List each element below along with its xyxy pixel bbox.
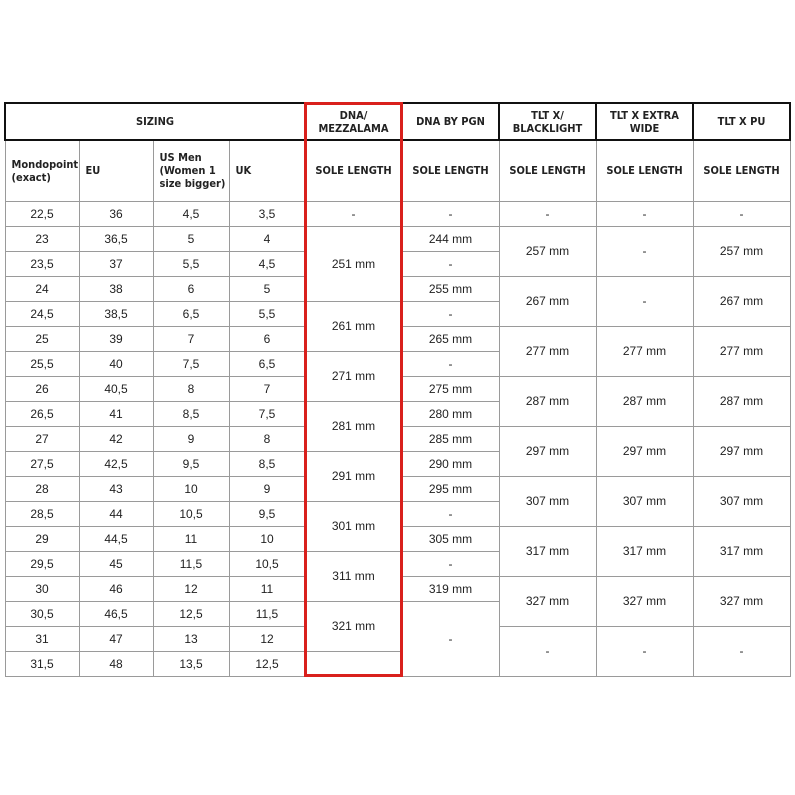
tlt-x-cell: 277 mm [499,326,596,376]
mondopoint-cell: 31 [5,626,79,651]
uk-cell: 5,5 [229,301,305,326]
us-cell: 7 [153,326,229,351]
dna-pgn-cell: - [402,601,499,676]
dna-mezzalama-cell: 271 mm [305,351,402,401]
subheader-sole-length: SOLE LENGTH [402,140,499,201]
mondopoint-cell: 25 [5,326,79,351]
mondopoint-cell: 26,5 [5,401,79,426]
us-cell: 13,5 [153,651,229,676]
tlt-extra-cell: 327 mm [596,576,693,626]
table-row [5,201,790,226]
uk-cell: 12,5 [229,651,305,676]
eu-cell: 47 [79,626,153,651]
eu-cell: 40 [79,351,153,376]
dna-pgn-cell: - [402,501,499,526]
tlt-pu-cell: 287 mm [693,376,790,426]
tlt-pu-cell: - [693,201,790,226]
us-cell: 13 [153,626,229,651]
size-chart-table [4,102,791,677]
eu-cell: 42 [79,426,153,451]
eu-cell: 37 [79,251,153,276]
eu-cell: 38 [79,276,153,301]
header-sizing: SIZING [5,103,305,140]
tlt-extra-cell: - [596,201,693,226]
uk-cell: 5 [229,276,305,301]
us-cell: 8,5 [153,401,229,426]
eu-cell: 36 [79,201,153,226]
dna-pgn-cell: 285 mm [402,426,499,451]
us-cell: 11 [153,526,229,551]
dna-mezzalama-cell: 261 mm [305,301,402,351]
dna-pgn-cell: 244 mm [402,226,499,251]
tlt-extra-cell: - [596,226,693,276]
us-cell: 9,5 [153,451,229,476]
eu-cell: 44 [79,501,153,526]
header-tlt-x-pu: TLT X PU [693,103,790,140]
us-cell: 6 [153,276,229,301]
dna-pgn-cell: 290 mm [402,451,499,476]
dna-mezzalama-cell: 301 mm [305,501,402,551]
mondopoint-cell: 24,5 [5,301,79,326]
us-cell: 6,5 [153,301,229,326]
dna-pgn-cell: 280 mm [402,401,499,426]
dna-pgn-cell: - [402,301,499,326]
us-cell: 11,5 [153,551,229,576]
eu-cell: 36,5 [79,226,153,251]
table-row [5,226,790,251]
uk-cell: 7,5 [229,401,305,426]
eu-cell: 44,5 [79,526,153,551]
tlt-extra-cell: 277 mm [596,326,693,376]
tlt-x-cell: 267 mm [499,276,596,326]
us-cell: 10 [153,476,229,501]
subheader-uk: UK [229,140,305,201]
mondopoint-cell: 26 [5,376,79,401]
header-tlt-x-extra-wide: TLT X EXTRA WIDE [596,103,693,140]
mondopoint-cell: 23,5 [5,251,79,276]
uk-cell: 12 [229,626,305,651]
tlt-extra-cell: 297 mm [596,426,693,476]
eu-cell: 46,5 [79,601,153,626]
tlt-pu-cell: 257 mm [693,226,790,276]
us-cell: 12,5 [153,601,229,626]
dna-pgn-cell: - [402,351,499,376]
us-cell: 5 [153,226,229,251]
dna-pgn-cell: - [402,201,499,226]
uk-cell: 8,5 [229,451,305,476]
mondopoint-cell: 28,5 [5,501,79,526]
tlt-extra-cell: - [596,276,693,326]
tlt-pu-cell: 267 mm [693,276,790,326]
dna-mezzalama-cell: - [305,201,402,226]
uk-cell: 6,5 [229,351,305,376]
eu-cell: 38,5 [79,301,153,326]
dna-pgn-cell: 319 mm [402,576,499,601]
subheader-us: US Men (Women 1 size bigger) [153,140,229,201]
dna-pgn-cell: - [402,551,499,576]
tlt-extra-cell: 307 mm [596,476,693,526]
uk-cell: 9,5 [229,501,305,526]
mondopoint-cell: 27 [5,426,79,451]
uk-cell: 11,5 [229,601,305,626]
header-dna-pgn: DNA BY PGN [402,103,499,140]
subheader-sole-length: SOLE LENGTH [693,140,790,201]
us-cell: 5,5 [153,251,229,276]
header-dna-mezzalama: DNA/ MEZZALAMA [305,103,402,140]
eu-cell: 39 [79,326,153,351]
uk-cell: 11 [229,576,305,601]
mondopoint-cell: 30,5 [5,601,79,626]
tlt-pu-cell: 277 mm [693,326,790,376]
eu-cell: 42,5 [79,451,153,476]
us-cell: 10,5 [153,501,229,526]
tlt-x-cell: 297 mm [499,426,596,476]
us-cell: 8 [153,376,229,401]
mondopoint-cell: 31,5 [5,651,79,676]
uk-cell: 3,5 [229,201,305,226]
tlt-extra-cell: - [596,626,693,676]
tlt-x-cell: - [499,626,596,676]
us-cell: 12 [153,576,229,601]
uk-cell: 8 [229,426,305,451]
dna-pgn-cell: - [402,251,499,276]
subheader-sole-length: SOLE LENGTH [499,140,596,201]
mondopoint-cell: 23 [5,226,79,251]
uk-cell: 10 [229,526,305,551]
tlt-pu-cell: 307 mm [693,476,790,526]
subheader-sole-length: SOLE LENGTH [305,140,402,201]
uk-cell: 6 [229,326,305,351]
tlt-x-cell: 327 mm [499,576,596,626]
eu-cell: 48 [79,651,153,676]
uk-cell: 7 [229,376,305,401]
dna-pgn-cell: 265 mm [402,326,499,351]
tlt-x-cell: 307 mm [499,476,596,526]
dna-pgn-cell: 275 mm [402,376,499,401]
header-tlt-x-blacklight: TLT X/ BLACKLIGHT [499,103,596,140]
dna-pgn-cell: 255 mm [402,276,499,301]
eu-cell: 41 [79,401,153,426]
us-cell: 4,5 [153,201,229,226]
subheader-mondopoint: Mondopoint (exact) [5,140,79,201]
mondopoint-cell: 25,5 [5,351,79,376]
dna-mezzalama-cell [305,651,402,676]
uk-cell: 9 [229,476,305,501]
dna-pgn-cell: 295 mm [402,476,499,501]
uk-cell: 4,5 [229,251,305,276]
tlt-pu-cell: 297 mm [693,426,790,476]
tlt-pu-cell: 327 mm [693,576,790,626]
dna-mezzalama-cell: 291 mm [305,451,402,501]
mondopoint-cell: 29 [5,526,79,551]
subheader-sole-length: SOLE LENGTH [596,140,693,201]
mondopoint-cell: 28 [5,476,79,501]
tlt-pu-cell: 317 mm [693,526,790,576]
tlt-extra-cell: 287 mm [596,376,693,426]
tlt-x-cell: 317 mm [499,526,596,576]
subheader-eu: EU [79,140,153,201]
dna-mezzalama-cell: 321 mm [305,601,402,651]
mondopoint-cell: 27,5 [5,451,79,476]
dna-pgn-cell: 305 mm [402,526,499,551]
eu-cell: 45 [79,551,153,576]
mondopoint-cell: 30 [5,576,79,601]
uk-cell: 10,5 [229,551,305,576]
dna-mezzalama-cell: 251 mm [305,226,402,301]
us-cell: 9 [153,426,229,451]
eu-cell: 46 [79,576,153,601]
mondopoint-cell: 22,5 [5,201,79,226]
uk-cell: 4 [229,226,305,251]
tlt-x-cell: 287 mm [499,376,596,426]
tlt-extra-cell: 317 mm [596,526,693,576]
us-cell: 7,5 [153,351,229,376]
eu-cell: 40,5 [79,376,153,401]
tlt-x-cell: 257 mm [499,226,596,276]
eu-cell: 43 [79,476,153,501]
tlt-x-cell: - [499,201,596,226]
dna-mezzalama-cell: 281 mm [305,401,402,451]
mondopoint-cell: 24 [5,276,79,301]
mondopoint-cell: 29,5 [5,551,79,576]
dna-mezzalama-cell: 311 mm [305,551,402,601]
tlt-pu-cell: - [693,626,790,676]
